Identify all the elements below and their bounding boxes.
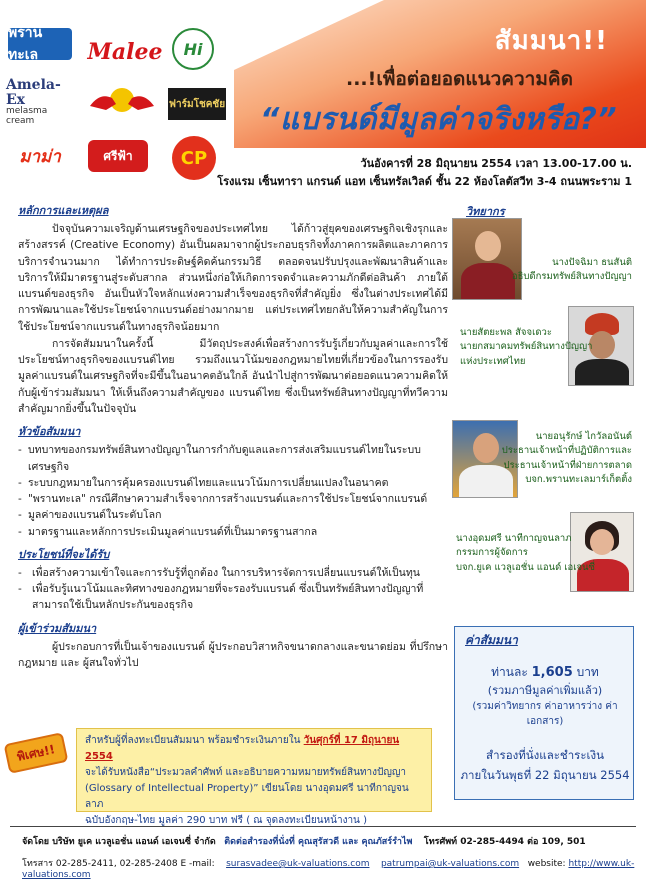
speaker-4-info	[456, 532, 595, 575]
footer-organizer: จัดโดย บริษัท ยูเค แวลูเอชั่น แอนด์ เอเจนซี่ จำกัด	[22, 837, 216, 847]
audience-section	[18, 620, 448, 672]
special-badge: พิเศษ!!	[4, 732, 69, 774]
speaker-3-info	[502, 430, 632, 487]
principle-paragraph-1: ปัจจุบันความเจริญด้านเศรษฐกิจของประเทศไทย ได้ก้าวสู่ยุคของเศรษฐกิจเชิงรุกและสร้างสรรค์ (Creative Economy) อันเป็นผลมาจากผู้ประกอบธุรกิจทั้งภาคการผลิตและภาคการบริการจำนวนมาก ได้ทำการประดิษฐ์คิดค้นกรรมวิธี ตลอดจนปรับปรุงและพัฒนาสินค้าและบริการให้มีมาตรฐานสู่ระดับสากล ส่วนหนึ่งก่อให้เกิดการจดจำและความภักดีต่อสินค้า ภายใต้ แบรนด์ของธุรกิจ อันเป็นหัวใจหลักแห่งความสำเร็จของธุรกิจที่สำคัญยิ่ง ซึ่งในต่างประเทศได้มีการพัฒนาและใช้ประโยชน์จากแบรนด์อย่างมากมาย แต่ประเทศไทยกลับให้ความสำคัญในการใช้ประโยชน์จากแบรนด์ในทางธุรกิจน้อยมาก	[18, 223, 448, 333]
list-item: - มูลค่าของแบรนด์ในระดับโลก	[18, 507, 448, 523]
audience-text: ผู้ประกอบการที่เป็นเจ้าของแบรนด์ ผู้ประกอบวิสาหกิจขนาดกลางและขนาดย่อม ที่ปรึกษากฎหมาย และ ผู้สนใจทั่วไป	[18, 640, 448, 670]
logo-amela-sub: melasma cream	[6, 106, 48, 126]
seminar-tag: สัมมนา!!	[494, 26, 608, 56]
list-item: - เพื่อรับรู้แนวโน้มและทิศทางของกฎหมายที่จะรองรับแบรนด์ ซึ่งเป็นทรัพย์สินทางปัญญาที่สามารถใช้เป็นหลักประกันของธุรกิจ	[18, 581, 448, 614]
topics-list	[18, 442, 448, 540]
email-link-2[interactable]: patrumpai@uk-valuations.com	[380, 859, 520, 869]
list-item: - บทบาทของกรมทรัพย์สินทางปัญญาในการกำกับดูแลและการส่งเสริมแบรนด์ไทยในระบบเศรษฐกิจ	[18, 442, 448, 475]
footer-phone: โทรศัพท์ 02-285-4494 ต่อ 109, 501	[423, 837, 586, 847]
speaker-4-name: นางอุดมศรี นาทีกาญจนลาภ	[456, 533, 572, 544]
speaker-4-role: กรรมการผู้จัดการ	[456, 547, 528, 559]
topics-section	[18, 423, 448, 540]
header	[0, 0, 646, 190]
speaker-3-role-2: ประธานเจ้าหน้าที่ฝ่ายการตลาด	[503, 459, 632, 471]
speaker-3-name: นายอนุรักษ์ ไกวัลอนันต์	[535, 431, 632, 442]
logo-hi: Hi	[172, 28, 214, 70]
speaker-2-name: นายสัตยะพล สัจจเดวะ	[460, 327, 552, 338]
list-item: - เพื่อสร้างความเข้าใจและการรับรู้ที่ถูกต้อง ในการบริหารจัดการเปลี่ยนแบรนด์ให้เป็นทุน	[18, 565, 448, 581]
headline: “แบรนด์มีมูลค่าจริงหรือ?”	[260, 102, 618, 137]
fee-title: ค่าสัมมนา	[465, 633, 518, 647]
benefits-title: ประโยชน์ที่จะได้รับ	[18, 547, 110, 561]
logo-pranakorn: พรานทะเล	[8, 28, 72, 60]
website-label: website:	[527, 859, 566, 869]
special-deadline: วันศุกร์ที่ 17 มิถุนายน 2554	[85, 735, 400, 762]
logo-sp: ศรีฟ้า	[88, 140, 148, 172]
date-line: วันอังคารที่ 28 มิถุนายน 2554 เวลา 13.00-17.00 น.	[360, 157, 632, 170]
speaker-3-role-1: ประธานเจ้าหน้าที่ปฏิบัติการและ	[501, 445, 632, 457]
fee-price	[455, 663, 635, 682]
fee-price-amount: 1,605	[531, 665, 573, 680]
special-line-1-text: สำหรับผู้ที่ลงทะเบียนสัมมนา พร้อมชำระเงินภายใน	[85, 735, 301, 746]
speaker-3-org: บจก.พรานทะเลมาร์เก็ตติ้ง	[525, 473, 632, 485]
email-link-1[interactable]: surasvadee@uk-valuations.com	[226, 859, 370, 869]
special-line-2: จะได้รับหนังสือ“ประมวลคำศัพท์ และอธิบายความหมายทรัพย์สินทางปัญญา	[85, 767, 407, 778]
special-line-4: ฉบับอังกฤษ-ไทย มูลค่า 290 บาท ฟรี ( ณ จุดลงทะเบียนหน้างาน )	[85, 815, 367, 826]
fee-includes: (รวมค่าวิทยากร ค่าอาหารว่าง ค่าเอกสาร)	[472, 701, 618, 727]
venue-line: โรงแรม เซ็นทารา แกรนด์ แอท เซ็นทรัลเวิลด์ ชั้น 22 ห้องโลตัสวีท 3-4 ถนนพระราม 1	[217, 175, 632, 188]
fee-price-unit: บาท	[576, 665, 599, 679]
list-item: - "พรานทะเล" กรณีศึกษาความสำเร็จจากการสร้างแบรนด์และการใช้ประโยชน์จากแบรนด์	[18, 491, 448, 507]
logo-cp: CP	[172, 136, 216, 180]
special-line-3: (Glossary of Intellectual Property)” เขียนโดย นางอุดมศรี นาทีกาญจนลาภ	[85, 783, 409, 810]
benefits-section	[18, 546, 448, 614]
principle-title: หลักการและเหตุผล	[18, 204, 109, 217]
speaker-2-role: นายกสมาคมทรัพย์สินทางปัญญา	[460, 341, 593, 353]
logo-mama: มาม่า	[19, 146, 61, 167]
fee-deadline: ภายในวันพุธที่ 22 มิถุนายน 2554	[460, 768, 630, 782]
logo-farm: ฟาร์มโชคชัย	[168, 88, 226, 120]
footer-fax: โทรสาร 02-285-2411, 02-285-2408 E -mail:	[22, 859, 215, 869]
logo-redbull-icon	[86, 80, 158, 120]
fee-reserve: สำรองที่นั่งและชำระเงิน	[486, 748, 604, 762]
benefits-list	[18, 565, 448, 614]
website-link[interactable]: http://www.uk-valuations.com	[22, 859, 635, 880]
fee-box	[454, 626, 634, 800]
topics-title: หัวข้อสัมมนา	[18, 425, 81, 439]
footer-line-1	[22, 834, 586, 848]
left-column	[18, 202, 448, 672]
speaker-2-org: แห่งประเทศไทย	[460, 355, 526, 367]
special-offer-box	[76, 728, 432, 826]
audience-title: ผู้เข้าร่วมสัมมนา	[18, 621, 97, 635]
banner-cut	[234, 0, 384, 70]
logo-malee: Malee	[87, 39, 163, 65]
speaker-4-org: บจก.ยูเค แวลูเอชั่น แอนด์ เอเจนซี่	[456, 561, 595, 573]
speaker-2-info	[460, 326, 592, 369]
footer-contact: ติดต่อสำรองที่นั่งที่ คุณสุรัสวดี และ คุณภัสร์รำไพ	[224, 837, 413, 847]
fee-vat: (รวมภาษีมูลค่าเพิ่มแล้ว)	[487, 684, 603, 697]
speaker-1-name: นางปัจฉิมา ธนสันติ	[552, 257, 632, 268]
principle-paragraph-2: การจัดสัมมนาในครั้งนี้ มีวัตถุประสงค์เพื่อสร้างการรับรู้เกี่ยวกับมูลค่าและการใช้ประโยชน์ทางธุรกิจของแบรนด์ไทย รวมถึงแนวโน้มของกฎหมายไทยที่เกี่ยวข้องในการรองรับมูลค่าแบรนด์ในเศรษฐกิจที่จะมีขึ้นในอนาคตอันใกล้ อันนำไปสู่การพัฒนาต่อยอดแนวความคิดให้กับผู้เข้าร่วมสัมมนา ให้เห็นถึงความสำคัญของ แบรนด์ไทย ซึ่งเป็นทรัพย์สินทางปัญญาที่ทวีความสำคัญมากยิ่งขึ้นในปัจจุบัน	[18, 337, 448, 415]
list-item: - มาตรฐานและหลักการประเมินมูลค่าแบรนด์ที่เป็นมาตรฐานสากล	[18, 524, 448, 540]
footer-divider	[10, 826, 636, 827]
logo-amela	[6, 76, 76, 126]
fee-price-prefix: ท่านละ	[491, 665, 528, 679]
footer-line-2	[22, 856, 646, 880]
logo-amela-name: Amela-Ex	[6, 76, 61, 108]
speaker-1-info	[512, 256, 632, 285]
special-line-1	[85, 733, 423, 765]
tagline: ...!เพื่อต่อยอดแนวความคิด	[346, 68, 573, 90]
list-item: - ระบบกฎหมายในการคุ้มครองแบรนด์ไทยและแนวโน้มการเปลี่ยนแปลงในอนาคต	[18, 475, 448, 491]
speaker-1-role: อธิบดีกรมทรัพย์สินทางปัญญา	[511, 271, 632, 283]
speakers-title: วิทยากร	[466, 205, 505, 218]
